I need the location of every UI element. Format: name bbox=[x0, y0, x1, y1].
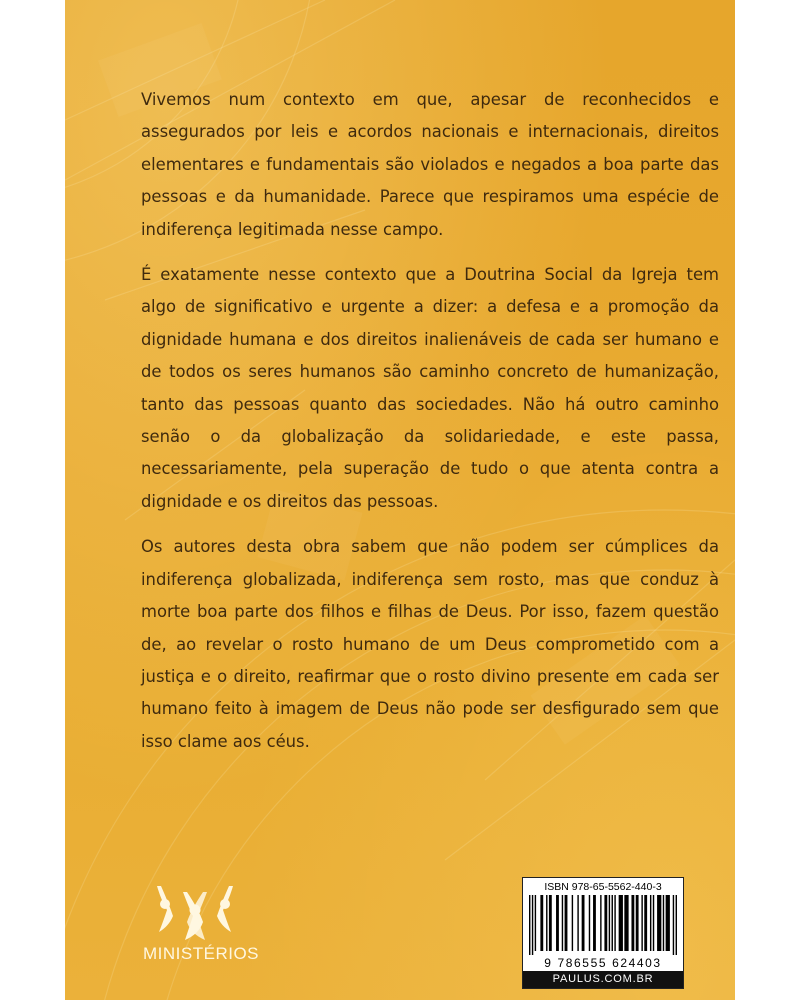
barcode-bar bbox=[540, 895, 543, 951]
isbn-text: ISBN 978-65-5562-440-3 bbox=[544, 881, 662, 893]
barcode-bar bbox=[641, 895, 642, 951]
barcode-bar bbox=[556, 895, 559, 951]
barcode-bar bbox=[624, 895, 628, 951]
barcode-bar bbox=[614, 895, 615, 951]
barcode-bar bbox=[612, 895, 613, 951]
barcode-bar bbox=[572, 895, 573, 951]
publisher-website: PAULUS.COM.BR bbox=[523, 971, 683, 988]
barcode-bar bbox=[549, 895, 552, 951]
back-cover bbox=[65, 0, 735, 1000]
ean-digits: 9 786555 624403 bbox=[544, 956, 662, 970]
barcode-bar bbox=[600, 895, 601, 951]
logo-label: MINISTÉRIOS bbox=[143, 944, 260, 963]
barcode-bar bbox=[650, 895, 651, 951]
barcode-bar bbox=[653, 895, 654, 951]
synopsis-paragraph-3: Os autores desta obra sabem que não podem ser cúmplices da indiferença globalizada, indiferença sem rosto, mas que conduz à morte boa parte dos filhos e filhas de Deus. Por isso, fazem questão de, ao revelar o rosto humano de um Deus comprometido com a justiça e o direito, reafirmar que o rosto divino presente em cada ser humano feito à imagem de Deus não pode ser desfigurado sem que isso clame aos céus. bbox=[141, 537, 719, 751]
barcode-bar bbox=[589, 895, 590, 951]
barcode-bar bbox=[644, 895, 647, 951]
barcode-bar bbox=[565, 895, 568, 951]
barcode-bar bbox=[562, 895, 563, 951]
barcode-bar bbox=[676, 895, 677, 955]
barcode-bar bbox=[663, 895, 664, 951]
barcode-bar bbox=[609, 895, 610, 951]
barcode-bar bbox=[577, 895, 578, 951]
barcode-bar bbox=[582, 895, 585, 951]
barcode-bar bbox=[636, 895, 639, 951]
barcode-bar bbox=[657, 895, 661, 951]
barcode-bar bbox=[593, 895, 596, 951]
barcode-bar bbox=[546, 895, 547, 951]
synopsis-paragraph-2: É exatamente nesse contexto que a Doutrina Social da Igreja tem algo de significativo e urgente a dizer: a defesa e a promoção da dignidade humana e dos direitos inalienáveis de cada ser humano e de todos os seres humanos são caminho concreto de humanização, tanto das pessoas quanto das sociedades. Não há outro caminho senão o da globalização da solidariedade, e este passa, necessariamente, pela superação de tudo o que atenta contra a dignidade e os direitos das pessoas. bbox=[141, 265, 719, 511]
barcode-bar bbox=[529, 895, 530, 955]
barcode-bar bbox=[673, 895, 674, 955]
synopsis-text bbox=[141, 84, 719, 771]
barcode-bar bbox=[532, 895, 533, 955]
barcode-bar bbox=[666, 895, 670, 951]
ministerios-logo bbox=[143, 882, 260, 972]
barcode-bars bbox=[529, 895, 677, 955]
barcode-bar bbox=[604, 895, 607, 951]
synopsis-paragraph-1: Vivemos num contexto em que, apesar de reconhecidos e assegurados por leis e acordos nacionais e internacionais, direitos elementares e fundamentais são violados e negados a boa parte das pessoas e da humanidade. Parece que respiramos uma espécie de indiferença legitimada nesse campo. bbox=[141, 90, 719, 239]
barcode-bar bbox=[535, 895, 536, 951]
barcode-bar bbox=[619, 895, 623, 951]
barcode-box bbox=[522, 877, 684, 989]
barcode-bar bbox=[631, 895, 634, 951]
people-raised-arms-icon bbox=[155, 882, 235, 944]
